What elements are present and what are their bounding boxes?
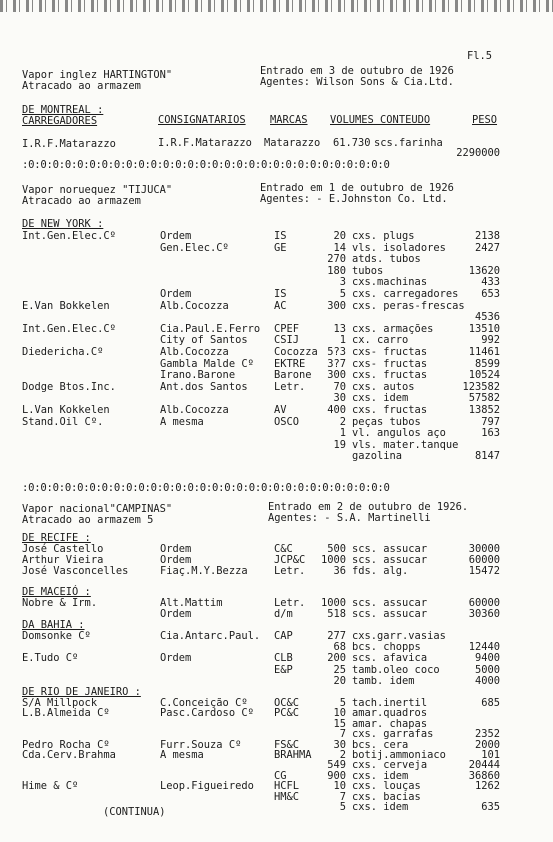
row-weight: 13620	[468, 264, 500, 277]
row-qty: 30	[333, 738, 346, 751]
row-content: bcs. cera	[352, 738, 409, 751]
row-qty: 1000	[320, 597, 346, 609]
origin-montreal: DE MONTREAL :	[22, 104, 104, 116]
origin-new-york: DE NEW YORK :	[22, 218, 104, 230]
vessel-2-name: Vapor noruequez "TIJUCA"	[22, 184, 173, 196]
row-qty: 7	[339, 728, 346, 741]
row-consignee: Ordem	[160, 288, 192, 300]
s1-weight: 2290000	[456, 147, 500, 159]
row-weight: 12440	[468, 641, 500, 654]
vessel-2-agents: Agentes: - E.Johnston Co. Ltd.	[260, 193, 448, 205]
row-consignee: Ordem	[160, 554, 192, 567]
row-weight: 992	[481, 334, 500, 347]
col-header-consignees: CONSIGNATARIOS	[158, 114, 246, 126]
row-marks: Letr.	[274, 565, 306, 578]
row-qty: 13	[333, 322, 346, 335]
row-weight: 635	[481, 801, 500, 813]
row-content: amar. chapas	[352, 717, 428, 730]
col-header-volumes: VOLUMES CONTEUDO	[330, 114, 431, 126]
row-consignee: Ordem	[160, 230, 192, 242]
row-content: cxs.garr.vasias	[352, 630, 446, 642]
row-content: botij.ammoniaco	[352, 749, 446, 761]
row-content: cx. carro	[352, 334, 409, 347]
row-consignee: Pasc.Cardoso Cº	[160, 707, 254, 720]
row-weight: 13510	[468, 322, 500, 335]
row-weight: 4000	[474, 674, 500, 687]
row-marks: BRAHMA	[274, 749, 312, 761]
row-qty: 19	[333, 438, 346, 451]
row-qty: 200	[327, 652, 346, 665]
s1-marks: Matarazzo	[264, 137, 321, 149]
row-content: cxs. plugs	[352, 230, 415, 242]
row-content: vl. angulos aço	[352, 427, 446, 440]
row-shipper: Domsonke Cº	[22, 630, 91, 642]
row-marks: JCP&C	[274, 554, 306, 567]
row-consignee: Alb.Cocozza	[160, 346, 229, 358]
row-qty: 5	[339, 288, 346, 300]
row-consignee: Alb.Cocozza	[160, 404, 229, 416]
row-content: cxs. fructas	[352, 404, 428, 416]
row-weight: 11461	[468, 346, 500, 358]
row-marks: IS	[274, 288, 287, 300]
row-content: cxs- fructas	[352, 346, 428, 358]
row-qty: 3?7	[327, 357, 346, 370]
row-content: tamb.oleo coco	[352, 663, 440, 676]
row-marks: CAP	[274, 630, 293, 642]
row-consignee: Cia.Paul.E.Ferro	[160, 322, 261, 335]
row-marks: HM&C	[274, 790, 300, 803]
row-content: vls. isoladores	[352, 241, 446, 254]
row-qty: 2	[339, 749, 346, 761]
row-shipper: José Castello	[22, 543, 104, 555]
row-qty: 20	[333, 674, 346, 687]
row-shipper: E.Van Bokkelen	[22, 299, 110, 312]
row-qty: 3	[339, 276, 346, 289]
row-consignee: C.Conceição Cº	[160, 697, 248, 709]
row-qty: 2	[339, 415, 346, 428]
row-weight: 2427	[474, 241, 500, 254]
vessel-1-arrival: Entrado em 3 de outubro de 1926	[260, 65, 454, 77]
row-content: bcs. chopps	[352, 641, 421, 654]
row-qty: 10	[333, 780, 346, 793]
row-weight: 4536	[474, 311, 500, 324]
row-qty: 1	[339, 334, 346, 347]
row-content: gazolina	[352, 450, 403, 463]
row-qty: 549	[327, 759, 346, 772]
row-content: fds. alg.	[352, 565, 409, 578]
row-weight: 60000	[468, 554, 500, 567]
row-weight: 30000	[468, 543, 500, 555]
row-marks: EKTRE	[274, 357, 306, 370]
row-content: scs. assucar	[352, 597, 428, 609]
row-marks: Letr.	[274, 380, 306, 393]
row-marks: GE	[274, 241, 287, 254]
row-marks: Barone	[274, 369, 312, 382]
row-qty: 5?3	[327, 346, 346, 358]
row-content: scs. assucar	[352, 543, 428, 555]
row-content: tubos	[352, 264, 384, 277]
origin-maceio: DE MACEIÓ :	[22, 586, 91, 598]
row-weight: 653	[481, 288, 500, 300]
row-qty: 36	[333, 565, 346, 578]
row-qty: 270	[327, 253, 346, 266]
row-shipper: José Vasconcelles	[22, 565, 129, 578]
scan-edge-band	[0, 0, 553, 12]
row-content: cxs. idem	[352, 392, 409, 405]
vessel-3-name: Vapor nacional"CAMPINAS"	[22, 503, 173, 515]
continues-note: (CONTINUA)	[103, 806, 166, 818]
row-qty: 5	[339, 801, 346, 813]
vessel-1-name: Vapor inglez HARTINGTON"	[22, 69, 173, 81]
row-qty: 900	[327, 769, 346, 782]
vessel-3-agents: Agentes: - S.A. Martinelli	[268, 512, 431, 524]
row-content: cxs. idem	[352, 801, 409, 813]
vessel-3-arrival: Entrado em 2 de outubro de 1926.	[268, 501, 469, 513]
row-qty: 14	[333, 241, 346, 254]
row-weight: 797	[481, 415, 500, 428]
row-content: cxs- fructas	[352, 357, 428, 370]
row-weight: 8147	[474, 450, 500, 463]
row-shipper: Hime & Cº	[22, 780, 79, 793]
row-content: cxs. fructas	[352, 369, 428, 382]
row-qty: 180	[327, 264, 346, 277]
row-content: cxs. louças	[352, 780, 421, 793]
page-number: Fl.5	[467, 50, 493, 62]
row-marks: E&P	[274, 663, 293, 676]
row-content: cxs.machinas	[352, 276, 428, 289]
row-shipper: Int.Gen.Elec.Cº	[22, 322, 116, 335]
origin-bahia: DA BAHIA :	[22, 619, 85, 631]
row-consignee: Fiaç.M.Y.Bezza	[160, 565, 248, 578]
row-marks: CPEF	[274, 322, 300, 335]
row-consignee: A mesma	[160, 749, 204, 761]
row-qty: 1	[339, 427, 346, 440]
col-header-shippers: CARREGADORES	[22, 115, 98, 127]
row-shipper: Dodge Btos.Inc.	[22, 380, 116, 393]
row-consignee: Furr.Souza Cº	[160, 738, 242, 751]
vessel-2-arrival: Entrado em 1 de outubro de 1926	[260, 182, 454, 194]
row-content: scs. assucar	[352, 554, 428, 567]
row-marks: AC	[274, 299, 287, 312]
row-shipper: Stand.Oil Cº.	[22, 415, 104, 428]
row-marks: Cocozza	[274, 346, 318, 358]
row-content: scs. afavica	[352, 652, 428, 665]
row-marks: OC&C	[274, 697, 300, 709]
row-qty: 70	[333, 380, 346, 393]
row-shipper: Int.Gen.Elec.Cº	[22, 230, 116, 242]
row-weight: 13852	[468, 404, 500, 416]
row-content: cxs. garrafas	[352, 728, 434, 741]
origin-recife: DE RECIFE :	[22, 532, 91, 544]
row-content: tach.inertil	[352, 697, 428, 709]
row-consignee: Alb.Cocozza	[160, 299, 229, 312]
row-consignee: Cia.Antarc.Paul.	[160, 630, 261, 642]
row-weight: 123582	[462, 380, 500, 393]
row-content: atds. tubos	[352, 253, 421, 266]
row-weight: 9400	[474, 652, 500, 665]
row-consignee: Alt.Mattim	[160, 597, 223, 609]
row-content: cxs. idem	[352, 769, 409, 782]
row-weight: 20444	[468, 759, 500, 772]
row-consignee: Gambla Malde Cº	[160, 357, 254, 370]
row-consignee: Ordem	[160, 652, 192, 665]
row-shipper: L.Van Kokkelen	[22, 404, 110, 416]
separator-line: :0:0:0:0:0:0:0:0:0:0:0:0:0:0:0:0:0:0:0:0:0:0:0:0:0:0:0:0:0:0	[22, 159, 390, 171]
vessel-3-berth: Atracado ao armazem 5	[22, 514, 154, 526]
row-qty: 20	[333, 230, 346, 242]
row-qty: 5	[339, 697, 346, 709]
row-marks: CLB	[274, 652, 293, 665]
row-qty: 518	[327, 608, 346, 621]
row-content: scs. assucar	[352, 608, 428, 621]
row-qty: 68	[333, 641, 346, 654]
row-shipper: L.B.Almeida Cº	[22, 707, 110, 720]
row-shipper: E.Tudo Cº	[22, 652, 79, 665]
row-qty: 15	[333, 717, 346, 730]
row-consignee: Ant.dos Santos	[160, 380, 248, 393]
row-qty: 7	[339, 790, 346, 803]
row-qty: 30	[333, 392, 346, 405]
row-weight: 15472	[468, 565, 500, 578]
row-consignee: Ordem	[160, 543, 192, 555]
row-consignee: A mesma	[160, 415, 204, 428]
row-weight: 101	[481, 749, 500, 761]
row-content: cxs. autos	[352, 380, 415, 393]
row-marks: FS&C	[274, 738, 300, 751]
row-weight: 5000	[474, 663, 500, 676]
row-marks: C&C	[274, 543, 293, 555]
row-weight: 1262	[474, 780, 500, 793]
row-content: cxs. cerveja	[352, 759, 428, 772]
row-content: tamb. idem	[352, 674, 415, 687]
row-qty: 400	[327, 404, 346, 416]
row-marks: IS	[274, 230, 287, 242]
vessel-2-berth: Atracado ao armazem	[22, 195, 141, 207]
row-consignee: City of Santos	[160, 334, 248, 347]
row-consignee: Irano.Barone	[160, 369, 236, 382]
row-weight: 2138	[474, 230, 500, 242]
row-marks: Letr.	[274, 597, 306, 609]
row-marks: d/m	[274, 608, 293, 621]
s1-shipper: I.R.F.Matarazzo	[22, 138, 116, 150]
row-content: cxs. bacias	[352, 790, 421, 803]
row-qty: 300	[327, 299, 346, 312]
row-qty: 300	[327, 369, 346, 382]
row-weight: 163	[481, 427, 500, 440]
row-shipper: Cda.Cerv.Brahma	[22, 749, 116, 761]
row-qty: 10	[333, 707, 346, 720]
row-content: vls. mater.tanque	[352, 438, 459, 451]
col-header-weight: PESO	[472, 114, 498, 126]
vessel-1-agents: Agentes: Wilson Sons & Cia.Ltd.	[260, 76, 454, 88]
row-qty: 25	[333, 663, 346, 676]
row-shipper: Nobre & Irm.	[22, 597, 98, 609]
row-marks: PC&C	[274, 707, 300, 720]
s1-qty: 61.730	[333, 137, 371, 149]
row-qty: 1000	[320, 554, 346, 567]
row-shipper: Arthur Vieira	[22, 554, 104, 567]
row-weight: 60000	[468, 597, 500, 609]
row-consignee: Leop.Figueiredo	[160, 780, 254, 793]
vessel-1-berth: Atracado ao armazem	[22, 80, 141, 92]
row-weight: 685	[481, 697, 500, 709]
separator-line: :0:0:0:0:0:0:0:0:0:0:0:0:0:0:0:0:0:0:0:0:0:0:0:0:0:0:0:0:0:0	[22, 482, 390, 494]
row-weight: 433	[481, 276, 500, 289]
origin-rio: DE RIO DE JANEIRO :	[22, 686, 141, 698]
row-marks: CG	[274, 769, 287, 782]
row-qty: 500	[327, 543, 346, 555]
row-shipper: Diedericha.Cº	[22, 346, 104, 358]
row-weight: 2352	[474, 728, 500, 741]
row-marks: HCFL	[274, 780, 300, 793]
row-content: cxs. carregadores	[352, 288, 459, 300]
row-consignee: Gen.Elec.Cº	[160, 241, 229, 254]
row-weight: 36860	[468, 769, 500, 782]
s1-content: scs.farinha	[374, 137, 443, 149]
row-content: peças tubos	[352, 415, 421, 428]
row-content: amar.quadros	[352, 707, 428, 720]
row-content: cxs. peras-frescas	[352, 299, 465, 312]
row-consignee: Ordem	[160, 608, 192, 621]
row-weight: 30360	[468, 608, 500, 621]
row-weight: 57582	[468, 392, 500, 405]
s1-consignee: I.R.F.Matarazzo	[158, 137, 252, 149]
row-shipper: Pedro Rocha Cº	[22, 738, 110, 751]
row-marks: AV	[274, 404, 287, 416]
row-weight: 10524	[468, 369, 500, 382]
row-weight: 2000	[474, 738, 500, 751]
row-qty: 277	[327, 630, 346, 642]
row-shipper: S/A Millpock	[22, 697, 98, 709]
row-content: cxs. armações	[352, 322, 434, 335]
row-weight: 8599	[474, 357, 500, 370]
row-marks: OSCO	[274, 415, 300, 428]
row-marks: CSIJ	[274, 334, 300, 347]
col-header-marks: MARCAS	[270, 114, 308, 126]
